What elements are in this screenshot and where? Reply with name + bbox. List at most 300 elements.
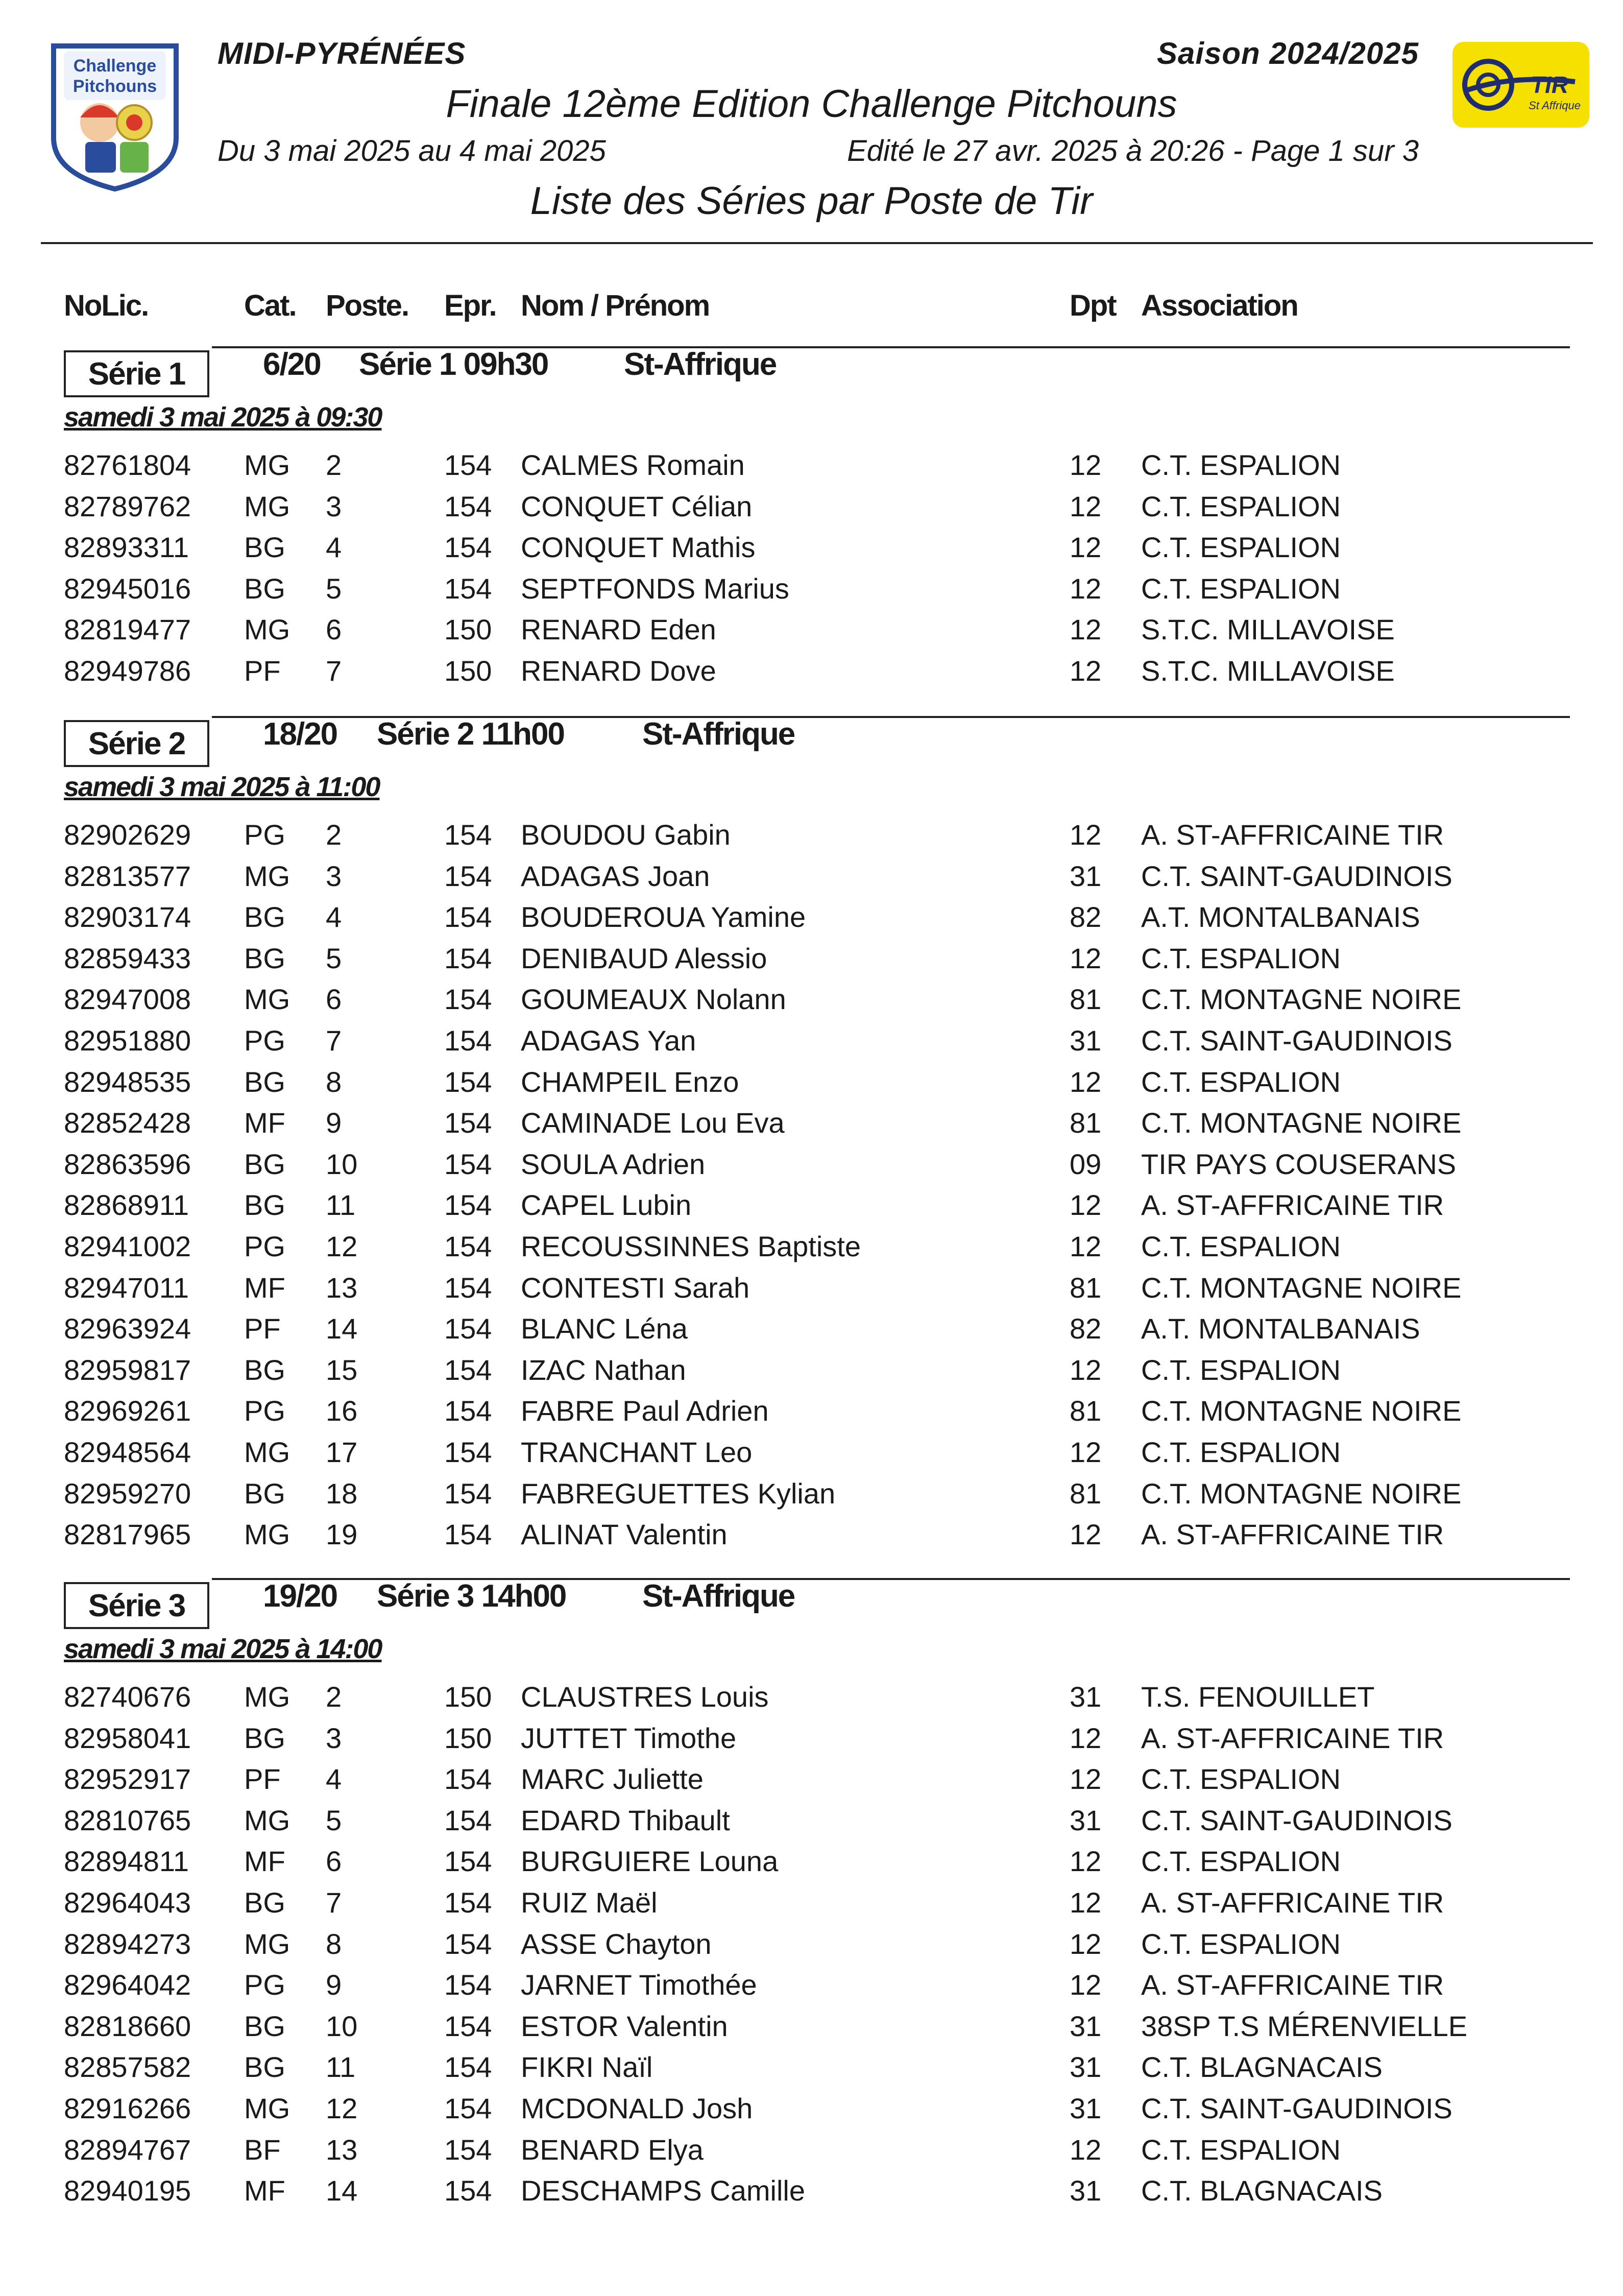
cell-dpt: 31: [1070, 1804, 1102, 1836]
cell-poste: 12: [326, 1230, 358, 1262]
cell-dpt: 81: [1070, 1107, 1102, 1139]
cell-dpt: 31: [1070, 2092, 1102, 2124]
cell-poste: 7: [326, 655, 342, 687]
serie-name: Série 1 09h30: [359, 347, 548, 382]
cell-epr: 154: [444, 1271, 492, 1304]
cell-dpt: 81: [1070, 1395, 1102, 1427]
cell-dpt: 12: [1070, 1721, 1102, 1754]
cell-nolic: 82852428: [64, 1107, 191, 1139]
cell-cat: MG: [244, 490, 290, 522]
table-row: [0, 1968, 1623, 2009]
cell-cat: MG: [244, 1681, 290, 1713]
cell-association: C.T. ESPALION: [1141, 1065, 1341, 1098]
table-row: [0, 2010, 1623, 2050]
cell-poste: 3: [326, 1721, 342, 1754]
cell-association: C.T. MONTAGNE NOIRE: [1141, 1107, 1462, 1139]
serie-count: 18/20: [263, 716, 337, 752]
cell-epr: 154: [444, 859, 492, 892]
column-header-nolic: NoLic.: [64, 289, 149, 322]
cell-poste: 11: [326, 2051, 356, 2084]
cell-nom: CONQUET Célian: [521, 490, 753, 522]
cell-cat: MG: [244, 859, 290, 892]
cell-epr: 154: [444, 1804, 492, 1836]
cell-dpt: 31: [1070, 2010, 1102, 2042]
cell-cat: BG: [244, 1189, 285, 1222]
serie-label: Série 1: [64, 350, 209, 397]
cell-association: C.T. SAINT-GAUDINOIS: [1141, 1804, 1452, 1836]
cell-poste: 6: [326, 983, 342, 1016]
cell-nolic: 82894811: [64, 1845, 189, 1878]
table-row: [0, 859, 1623, 900]
table-row: [0, 818, 1623, 859]
region-title: MIDI-PYRÉNÉES: [217, 36, 466, 70]
cell-nom: CONTESTI Sarah: [521, 1271, 750, 1304]
cell-association: A.T. MONTALBANAIS: [1141, 901, 1420, 934]
cell-nom: ADAGAS Yan: [521, 1024, 696, 1057]
cell-cat: BG: [244, 1147, 285, 1180]
cell-association: C.T. MONTAGNE NOIRE: [1141, 1271, 1462, 1304]
svg-text:TIR: TIR: [1530, 71, 1569, 98]
table-row: [0, 2133, 1623, 2174]
cell-dpt: 12: [1070, 1927, 1102, 1960]
cell-dpt: 82: [1070, 901, 1102, 934]
table-row: [0, 1477, 1623, 1518]
cell-association: C.T. ESPALION: [1141, 1845, 1341, 1878]
cell-dpt: 12: [1070, 655, 1102, 687]
cell-nom: IZAC Nathan: [521, 1353, 686, 1386]
cell-dpt: 12: [1070, 449, 1102, 481]
cell-association: C.T. ESPALION: [1141, 490, 1341, 522]
cell-association: C.T. ESPALION: [1141, 942, 1341, 974]
cell-dpt: 81: [1070, 983, 1102, 1016]
cell-nolic: 82818660: [64, 2010, 191, 2042]
cell-poste: 12: [326, 2092, 358, 2124]
cell-epr: 154: [444, 490, 492, 522]
cell-nolic: 82740676: [64, 1681, 191, 1713]
cell-nolic: 82964042: [64, 1969, 191, 2001]
cell-epr: 154: [444, 1395, 492, 1427]
table-row: [0, 490, 1623, 531]
season-label: Saison 2024/2025: [1156, 36, 1419, 70]
svg-text:Challenge: Challenge: [73, 56, 157, 76]
cell-poste: 13: [326, 1271, 358, 1304]
cell-nolic: 82963924: [64, 1312, 191, 1345]
cell-nom: DENIBAUD Alessio: [521, 942, 767, 974]
cell-dpt: 12: [1070, 1189, 1102, 1222]
cell-nom: CHAMPEIL Enzo: [521, 1065, 739, 1098]
cell-association: A. ST-AFFRICAINE TIR: [1141, 1721, 1444, 1754]
cell-nolic: 82761804: [64, 449, 191, 481]
cell-cat: PF: [244, 655, 281, 687]
table-row: [0, 1518, 1623, 1559]
cell-poste: 3: [326, 859, 342, 892]
cell-poste: 9: [326, 1969, 342, 2001]
column-header-cat: Cat.: [244, 289, 296, 322]
cell-epr: 154: [444, 942, 492, 974]
cell-poste: 2: [326, 819, 342, 851]
cell-nolic: 82859433: [64, 942, 191, 974]
cell-poste: 5: [326, 1804, 342, 1836]
cell-nom: RECOUSSINNES Baptiste: [521, 1230, 861, 1262]
cell-epr: 154: [444, 1230, 492, 1262]
cell-nolic: 82789762: [64, 490, 191, 522]
cell-association: C.T. ESPALION: [1141, 531, 1341, 564]
cell-association: A. ST-AFFRICAINE TIR: [1141, 819, 1444, 851]
cell-cat: BG: [244, 942, 285, 974]
cell-dpt: 31: [1070, 2051, 1102, 2084]
cell-association: C.T. ESPALION: [1141, 1763, 1341, 1796]
cell-nom: ESTOR Valentin: [521, 2010, 728, 2042]
table-row: [0, 1312, 1623, 1353]
cell-dpt: 81: [1070, 1271, 1102, 1304]
cell-nolic: 82894767: [64, 2133, 191, 2166]
cell-nolic: 82945016: [64, 572, 191, 605]
table-row: [0, 654, 1623, 695]
header-divider: [41, 242, 1593, 244]
cell-epr: 154: [444, 1436, 492, 1468]
cell-association: C.T. ESPALION: [1141, 572, 1341, 605]
cell-cat: BG: [244, 2051, 285, 2084]
cell-nom: RENARD Eden: [521, 613, 716, 646]
cell-epr: 154: [444, 983, 492, 1016]
cell-nolic: 82947008: [64, 983, 191, 1016]
cell-nolic: 82819477: [64, 613, 191, 646]
cell-cat: BG: [244, 1886, 285, 1919]
cell-cat: BG: [244, 1721, 285, 1754]
table-row: [0, 900, 1623, 941]
cell-poste: 10: [326, 1147, 358, 1180]
cell-dpt: 82: [1070, 1312, 1102, 1345]
cell-dpt: 12: [1070, 942, 1102, 974]
cell-nolic: 82940195: [64, 2174, 191, 2207]
cell-poste: 6: [326, 1845, 342, 1878]
cell-dpt: 12: [1070, 572, 1102, 605]
cell-cat: MF: [244, 1107, 285, 1139]
table-row: [0, 2174, 1623, 2215]
cell-association: A. ST-AFFRICAINE TIR: [1141, 1886, 1444, 1919]
cell-nom: DESCHAMPS Camille: [521, 2174, 805, 2207]
cell-cat: MF: [244, 1271, 285, 1304]
table-row: [0, 1436, 1623, 1476]
cell-epr: 154: [444, 1763, 492, 1796]
cell-association: C.T. MONTAGNE NOIRE: [1141, 1395, 1462, 1427]
column-header-poste: Poste.: [326, 289, 409, 322]
cell-epr: 154: [444, 449, 492, 481]
cell-dpt: 31: [1070, 1681, 1102, 1713]
cell-epr: 150: [444, 1681, 492, 1713]
cell-nom: CLAUSTRES Louis: [521, 1681, 769, 1713]
cell-nolic: 82903174: [64, 901, 191, 934]
cell-cat: MG: [244, 2092, 290, 2124]
document-title: Liste des Séries par Poste de Tir: [530, 179, 1093, 223]
cell-cat: PF: [244, 1763, 281, 1796]
table-row: [0, 2050, 1623, 2091]
cell-dpt: 12: [1070, 1886, 1102, 1919]
cell-nolic: 82941002: [64, 1230, 191, 1262]
cell-nom: CALMES Romain: [521, 449, 745, 481]
table-row: [0, 1147, 1623, 1188]
cell-nolic: 82958041: [64, 1721, 191, 1754]
column-header-epr: Epr.: [444, 289, 496, 322]
cell-poste: 16: [326, 1395, 358, 1427]
table-row: [0, 448, 1623, 489]
cell-epr: 154: [444, 572, 492, 605]
event-dates: Du 3 mai 2025 au 4 mai 2025: [217, 134, 606, 168]
cell-epr: 154: [444, 1189, 492, 1222]
cell-epr: 154: [444, 1065, 492, 1098]
cell-association: 38SP T.S MÉRENVIELLE: [1141, 2010, 1468, 2042]
serie-label: Série 3: [64, 1582, 209, 1629]
table-row: [0, 2092, 1623, 2133]
cell-association: C.T. MONTAGNE NOIRE: [1141, 1477, 1462, 1510]
cell-nom: ASSE Chayton: [521, 1927, 712, 1960]
cell-association: A. ST-AFFRICAINE TIR: [1141, 1189, 1444, 1222]
cell-poste: 10: [326, 2010, 358, 2042]
cell-cat: BG: [244, 1353, 285, 1386]
event-title: Finale 12ème Edition Challenge Pitchouns: [446, 82, 1177, 126]
cell-association: TIR PAYS COUSERANS: [1141, 1147, 1457, 1180]
column-header-nom: Nom / Prénom: [521, 289, 710, 322]
cell-cat: MG: [244, 449, 290, 481]
cell-nom: RENARD Dove: [521, 655, 716, 687]
cell-dpt: 12: [1070, 1518, 1102, 1551]
cell-cat: MF: [244, 1845, 285, 1878]
cell-poste: 2: [326, 1681, 342, 1713]
cell-dpt: 12: [1070, 490, 1102, 522]
cell-dpt: 12: [1070, 1969, 1102, 2001]
cell-nom: SEPTFONDS Marius: [521, 572, 789, 605]
cell-cat: BG: [244, 531, 285, 564]
cell-poste: 2: [326, 449, 342, 481]
table-row: [0, 942, 1623, 983]
cell-dpt: 12: [1070, 1065, 1102, 1098]
cell-nolic: 82893311: [64, 531, 189, 564]
cell-poste: 11: [326, 1189, 356, 1222]
cell-poste: 5: [326, 942, 342, 974]
cell-nolic: 82964043: [64, 1886, 191, 1919]
cell-dpt: 12: [1070, 1353, 1102, 1386]
edition-info: Edité le 27 avr. 2025 à 20:26 - Page 1 sur 3: [847, 134, 1419, 168]
cell-association: C.T. ESPALION: [1141, 1353, 1341, 1386]
cell-nolic: 82969261: [64, 1395, 191, 1427]
cell-dpt: 12: [1070, 1845, 1102, 1878]
cell-nom: BENARD Elya: [521, 2133, 704, 2166]
cell-nom: CONQUET Mathis: [521, 531, 756, 564]
cell-cat: MG: [244, 1436, 290, 1468]
table-row: [0, 1804, 1623, 1845]
cell-nom: JUTTET Timothe: [521, 1721, 737, 1754]
cell-epr: 154: [444, 1477, 492, 1510]
cell-cat: MG: [244, 1804, 290, 1836]
serie-date: samedi 3 mai 2025 à 14:00: [64, 1634, 382, 1664]
table-row: [0, 1230, 1623, 1271]
cell-nolic: 82947011: [64, 1271, 189, 1304]
table-row: [0, 1353, 1623, 1394]
cell-nom: BOUDOU Gabin: [521, 819, 731, 851]
cell-epr: 154: [444, 1147, 492, 1180]
cell-nolic: 82868911: [64, 1189, 189, 1222]
cell-poste: 15: [326, 1353, 358, 1386]
cell-nolic: 82949786: [64, 655, 191, 687]
table-row: [0, 1721, 1623, 1762]
cell-nom: FABREGUETTES Kylian: [521, 1477, 836, 1510]
cell-nom: BLANC Léna: [521, 1312, 688, 1345]
table-row: [0, 572, 1623, 613]
cell-association: C.T. BLAGNACAIS: [1141, 2174, 1383, 2207]
cell-dpt: 12: [1070, 531, 1102, 564]
cell-nom: JARNET Timothée: [521, 1969, 757, 2001]
cell-cat: MG: [244, 983, 290, 1016]
cell-epr: 154: [444, 901, 492, 934]
cell-epr: 154: [444, 1024, 492, 1057]
cell-nolic: 82813577: [64, 859, 191, 892]
table-row: [0, 1065, 1623, 1106]
cell-poste: 13: [326, 2133, 358, 2166]
cell-nom: RUIZ Maël: [521, 1886, 658, 1919]
cell-nom: CAPEL Lubin: [521, 1189, 692, 1222]
cell-poste: 8: [326, 1065, 342, 1098]
serie-name: Série 3 14h00: [377, 1578, 566, 1614]
cell-dpt: 12: [1070, 2133, 1102, 2166]
cell-association: T.S. FENOUILLET: [1141, 1681, 1375, 1713]
cell-cat: PG: [244, 1395, 285, 1427]
table-row: [0, 613, 1623, 654]
cell-nolic: 82952917: [64, 1763, 191, 1796]
table-row: [0, 983, 1623, 1023]
table-row: [0, 531, 1623, 571]
cell-nom: MCDONALD Josh: [521, 2092, 753, 2124]
table-row: [0, 1927, 1623, 1968]
serie-date: samedi 3 mai 2025 à 11:00: [64, 772, 380, 802]
cell-poste: 3: [326, 490, 342, 522]
cell-poste: 6: [326, 613, 342, 646]
cell-nom: ALINAT Valentin: [521, 1518, 728, 1551]
cell-nolic: 82894273: [64, 1927, 191, 1960]
cell-association: S.T.C. MILLAVOISE: [1141, 655, 1395, 687]
table-row: [0, 1845, 1623, 1885]
cell-epr: 154: [444, 2010, 492, 2042]
cell-epr: 154: [444, 1886, 492, 1919]
svg-text:Pitchouns: Pitchouns: [72, 77, 157, 96]
table-row: [0, 1886, 1623, 1927]
cell-dpt: 12: [1070, 1436, 1102, 1468]
cell-poste: 4: [326, 1763, 342, 1796]
cell-dpt: 31: [1070, 859, 1102, 892]
cell-poste: 4: [326, 531, 342, 564]
cell-poste: 18: [326, 1477, 358, 1510]
cell-nolic: 82959817: [64, 1353, 191, 1386]
cell-dpt: 12: [1070, 613, 1102, 646]
cell-poste: 17: [326, 1436, 358, 1468]
cell-nolic: 82902629: [64, 819, 191, 851]
cell-epr: 154: [444, 2092, 492, 2124]
cell-epr: 154: [444, 1927, 492, 1960]
cell-nom: MARC Juliette: [521, 1763, 704, 1796]
cell-nom: TRANCHANT Leo: [521, 1436, 753, 1468]
cell-epr: 154: [444, 1845, 492, 1878]
cell-nom: BURGUIERE Louna: [521, 1845, 779, 1878]
cell-cat: MG: [244, 1518, 290, 1551]
cell-epr: 150: [444, 1721, 492, 1754]
cell-nolic: 82948535: [64, 1065, 191, 1098]
cell-association: C.T. SAINT-GAUDINOIS: [1141, 859, 1452, 892]
cell-poste: 9: [326, 1107, 342, 1139]
table-row: [0, 1271, 1623, 1312]
cell-epr: 154: [444, 1969, 492, 2001]
cell-association: C.T. ESPALION: [1141, 1230, 1341, 1262]
cell-cat: MG: [244, 1927, 290, 1960]
cell-epr: 154: [444, 2051, 492, 2084]
serie-count: 19/20: [263, 1578, 337, 1614]
cell-nolic: 82810765: [64, 1804, 191, 1836]
cell-poste: 7: [326, 1886, 342, 1919]
cell-poste: 8: [326, 1927, 342, 1960]
cell-nolic: 82863596: [64, 1147, 191, 1180]
cell-association: C.T. ESPALION: [1141, 1927, 1341, 1960]
cell-nom: GOUMEAUX Nolann: [521, 983, 786, 1016]
cell-nolic: 82857582: [64, 2051, 191, 2084]
cell-poste: 5: [326, 572, 342, 605]
cell-epr: 154: [444, 1107, 492, 1139]
cell-epr: 154: [444, 1518, 492, 1551]
cell-nom: FABRE Paul Adrien: [521, 1395, 769, 1427]
cell-association: C.T. MONTAGNE NOIRE: [1141, 983, 1462, 1016]
column-header-dpt: Dpt: [1070, 289, 1116, 322]
cell-cat: MF: [244, 2174, 285, 2207]
cell-association: S.T.C. MILLAVOISE: [1141, 613, 1395, 646]
serie-place: St-Affrique: [642, 716, 795, 752]
cell-dpt: 12: [1070, 1230, 1102, 1262]
cell-association: C.T. BLAGNACAIS: [1141, 2051, 1383, 2084]
cell-nom: ADAGAS Joan: [521, 859, 710, 892]
cell-poste: 4: [326, 901, 342, 934]
cell-cat: BG: [244, 2010, 285, 2042]
cell-nom: EDARD Thibault: [521, 1804, 730, 1836]
cell-association: C.T. ESPALION: [1141, 1436, 1341, 1468]
cell-poste: 7: [326, 1024, 342, 1057]
cell-association: C.T. SAINT-GAUDINOIS: [1141, 2092, 1452, 2124]
serie-place: St-Affrique: [642, 1578, 795, 1614]
cell-cat: BG: [244, 901, 285, 934]
cell-epr: 150: [444, 613, 492, 646]
cell-association: C.T. ESPALION: [1141, 2133, 1341, 2166]
svg-text:St Affrique: St Affrique: [1529, 99, 1581, 112]
cell-dpt: 12: [1070, 1763, 1102, 1796]
cell-poste: 14: [326, 1312, 358, 1345]
cell-cat: BG: [244, 1065, 285, 1098]
cell-nolic: 82817965: [64, 1518, 191, 1551]
cell-cat: PG: [244, 819, 285, 851]
serie-name: Série 2 11h00: [377, 716, 564, 752]
table-row: [0, 1680, 1623, 1721]
table-row: [0, 1106, 1623, 1147]
cell-dpt: 31: [1070, 1024, 1102, 1057]
cell-association: A. ST-AFFRICAINE TIR: [1141, 1969, 1444, 2001]
cell-dpt: 09: [1070, 1147, 1102, 1180]
cell-nom: BOUDEROUA Yamine: [521, 901, 806, 934]
cell-epr: 154: [444, 1312, 492, 1345]
cell-epr: 154: [444, 2133, 492, 2166]
cell-poste: 14: [326, 2174, 358, 2207]
cell-dpt: 81: [1070, 1477, 1102, 1510]
cell-nom: CAMINADE Lou Eva: [521, 1107, 785, 1139]
table-row: [0, 1762, 1623, 1803]
cell-association: C.T. ESPALION: [1141, 449, 1341, 481]
serie-label: Série 2: [64, 720, 209, 767]
cell-association: A.T. MONTALBANAIS: [1141, 1312, 1420, 1345]
cell-association: A. ST-AFFRICAINE TIR: [1141, 1518, 1444, 1551]
cell-cat: PG: [244, 1969, 285, 2001]
